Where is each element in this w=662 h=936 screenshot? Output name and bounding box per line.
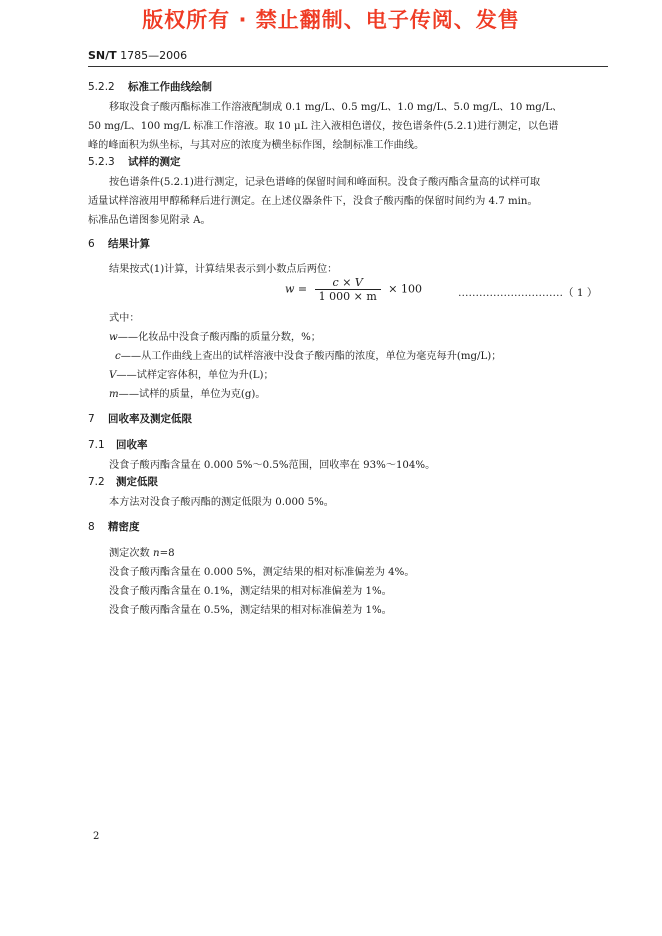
header-rule xyxy=(88,66,608,67)
precision-line: 没食子酸丙酯含量在 0.1%，测定结果的相对标准偏差为 1%。 xyxy=(109,586,392,597)
definition-text: ——试样的质量，单位为克(g)。 xyxy=(118,389,266,400)
section-title: 回收率及测定低限 xyxy=(108,413,192,425)
section-5-2-3-heading xyxy=(88,154,181,169)
symbol: w xyxy=(109,332,118,343)
section-title: 测定低限 xyxy=(116,476,158,488)
paragraph-line: 标准品色谱图参见附录 A。 xyxy=(88,215,211,226)
standard-prefix: SN/T xyxy=(88,49,117,62)
where-label: 式中： xyxy=(109,313,140,324)
formula-denominator: 1 000 × m xyxy=(318,290,377,303)
section-title: 精密度 xyxy=(108,521,140,533)
paragraph-line: 适量试样溶液用甲醇稀释后进行测定。在上述仪器条件下，没食子酸丙酯的保留时间约为 4.7 min。 xyxy=(88,196,538,207)
precision-line: 没食子酸丙酯含量在 0.5%，测定结果的相对标准偏差为 1%。 xyxy=(109,605,392,616)
standard-code xyxy=(88,49,187,62)
standard-number: 1785—2006 xyxy=(120,49,188,62)
section-number: 7.2 xyxy=(88,476,105,488)
section-title: 标准工作曲线绘制 xyxy=(128,81,212,93)
symbol: V xyxy=(109,370,117,381)
section-title: 试样的测定 xyxy=(128,156,181,168)
page-number: 2 xyxy=(93,831,100,842)
section-title: 结果计算 xyxy=(108,238,150,250)
section-5-2-2-heading xyxy=(88,79,212,94)
definition-line xyxy=(109,385,266,400)
section-8-heading xyxy=(88,519,140,534)
definition-text: ——试样定容体积，单位为升(L)； xyxy=(116,370,274,381)
paragraph-line: 峰的峰面积为纵坐标，与其对应的浓度为横坐标作图，绘制标准工作曲线。 xyxy=(88,140,425,151)
definition-line xyxy=(109,366,274,381)
precision-line: 没食子酸丙酯含量在 0.000 5%，测定结果的相对标准偏差为 4%。 xyxy=(109,567,415,578)
recovery-text: 没食子酸丙酯含量在 0.000 5%～0.5%范围，回收率在 93%～104%。 xyxy=(109,460,436,471)
definition-line xyxy=(109,328,321,343)
formula-fraction xyxy=(315,276,381,303)
copyright-watermark: 版权所有 · 禁止翻制、电子传阅、发售 xyxy=(142,8,520,32)
formula-rhs: × 100 xyxy=(388,282,422,296)
detection-limit-text: 本方法对没食子酸丙酯的测定低限为 0.000 5%。 xyxy=(109,497,334,508)
formula-numerator: c × V xyxy=(315,276,381,290)
definition-line xyxy=(115,347,501,362)
count-value: =8 xyxy=(159,548,175,559)
formula xyxy=(285,276,422,303)
paragraph-line: 移取没食子酸丙酯标准工作溶液配制成 0.1 mg/L、0.5 mg/L、1.0 mg/L、5.0 mg/L、10 mg/L、 xyxy=(109,102,563,113)
symbol: m xyxy=(109,389,119,400)
equation-number: …………………………（ 1 ） xyxy=(458,287,598,299)
section-number: 5.2.3 xyxy=(88,156,115,168)
calc-intro: 结果按式(1)计算，计算结果表示到小数点后两位： xyxy=(109,264,338,275)
section-7-heading xyxy=(88,411,192,426)
count-label: 测定次数 xyxy=(109,548,153,559)
measurement-count xyxy=(109,544,175,559)
section-7-2-heading xyxy=(88,474,158,489)
section-number: 7 xyxy=(88,413,95,425)
formula-lhs: w = xyxy=(285,282,308,296)
section-7-1-heading xyxy=(88,437,148,452)
definition-text: ——化妆品中没食子酸丙酯的质量分数，%； xyxy=(117,332,321,343)
section-number: 8 xyxy=(88,521,95,533)
section-title: 回收率 xyxy=(116,439,148,451)
symbol: n xyxy=(153,548,160,559)
section-6-heading xyxy=(88,236,150,251)
section-number: 7.1 xyxy=(88,439,105,451)
section-number: 6 xyxy=(88,238,95,250)
paragraph-line: 按色谱条件(5.2.1)进行测定，记录色谱峰的保留时间和峰面积。没食子酸丙酯含量高的试样可取 xyxy=(109,177,541,188)
section-number: 5.2.2 xyxy=(88,81,115,93)
paragraph-line: 50 mg/L、100 mg/L 标准工作溶液。取 10 μL 注入液相色谱仪，按色谱条件(5.2.1)进行测定，以色谱 xyxy=(88,121,559,132)
definition-text: ——从工作曲线上查出的试样溶液中没食子酸丙酯的浓度，单位为毫克每升(mg/L)； xyxy=(120,351,502,362)
symbol: c xyxy=(115,351,121,362)
